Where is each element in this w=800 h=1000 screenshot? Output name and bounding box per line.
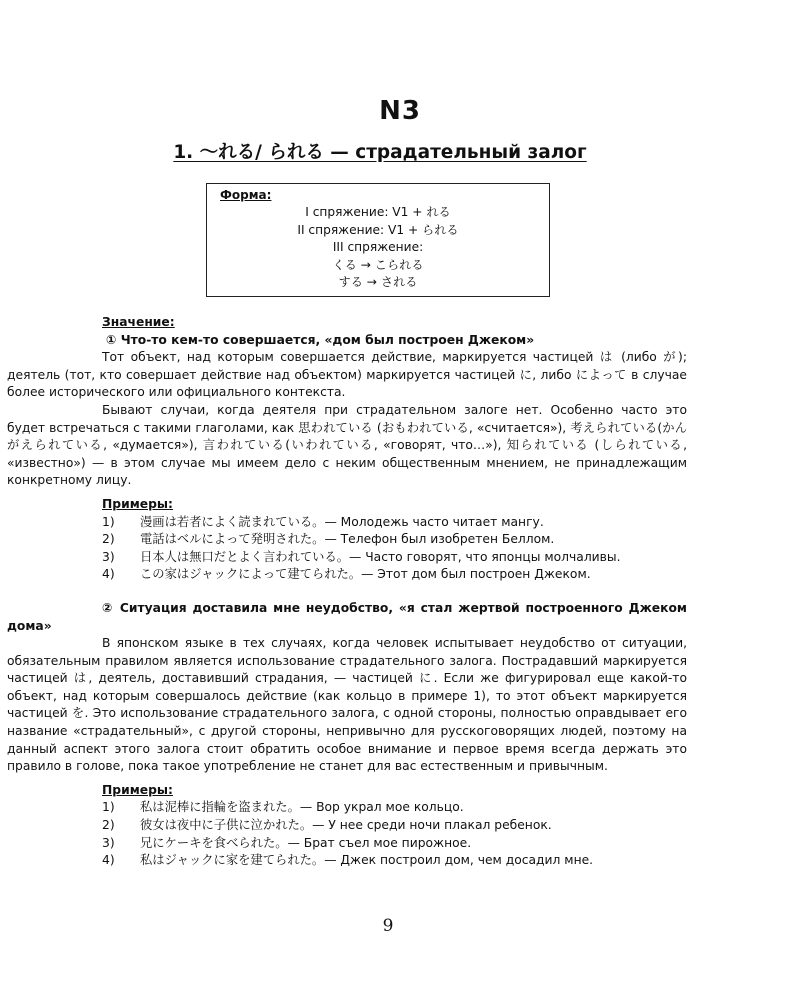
example-number: 3): [102, 549, 115, 564]
section2-paragraph: В японском языке в тех случаях, когда человек испытывает неудобство от ситуации, обязательным правилом является использование страдательного залога. Пострадавший маркируется частицей は, деятель, доставивший страдания, — частицей に. Если же фигурировал еще какой-то объект, над которым совершалось действие (как кольцо в примере 1), то этот объект маркируется частицей を. Это использование страдательного залога, с одной стороны, полностью оправдывает его название «страдательный», с другой стороны, непривычно для русскоговорящих людей, поэтому на данный аспект этого залога стоит обратить особое внимание и первое время всегда держать это правило в голове, пока такое употребление не станет для вас естественным и привычным.: [7, 636, 687, 774]
form-line: I спряжение: V1 + れる: [305, 205, 451, 219]
level-heading: N3: [379, 96, 421, 126]
example-number: 3): [102, 835, 115, 850]
form-line: II спряжение: V1 + られる: [297, 222, 459, 237]
section1-body: [7, 349, 687, 490]
example-text: 私はジャックに家を建てられた。— Джек построил дом, чем досадил мне.: [140, 853, 594, 868]
example-number: 4): [102, 853, 115, 868]
example-text: 電話はベルによって発明された。— Телефон был изобретен Беллом.: [140, 532, 555, 547]
example-text: 兄にケーキを食べられた。— Брат съел мое пирожное.: [140, 835, 472, 850]
lesson-title: 1. ～れる/ られる — страдательный залог: [173, 142, 587, 163]
example-number: 1): [102, 800, 115, 815]
section2-body: [7, 600, 687, 776]
example-number: 2): [102, 818, 115, 833]
section2-examples: [102, 799, 680, 869]
example-text: 私は泥棒に指輪を盗まれた。— Вор украл мое кольцо.: [140, 800, 464, 815]
example-text: 漫画は若者によく読まれている。— Молодежь часто читает мангу.: [140, 514, 544, 529]
example-text: 日本人は無口だとよく言われている。— Часто говорят, что японцы молчаливы.: [140, 549, 621, 564]
section1-examples: [102, 514, 680, 584]
example-row: [102, 852, 680, 870]
section1-heading: ① Что-то кем-то совершается, «дом был построен Джеком»: [106, 332, 535, 347]
section2-examples-label: Примеры:: [102, 782, 173, 797]
example-row: [102, 835, 680, 853]
example-text: 彼女は夜中に子供に泣かれた。— У нее среди ночи плакал ребенок.: [140, 818, 552, 833]
form-line: III спряжение:: [332, 240, 424, 255]
section1-paragraph: Бывают случаи, когда деятеля при страдательном залоге нет. Особенно часто это будет встречаться с такими глаголами, как 思われている (おもわれている, «считается»), 考えられている(かんがえられている, «думается»), 言われている(いわれている, «говорят, что…»), 知られている (しられている, «известно») — в этом случае мы имеем дело с неким общественным мнением, не принадлежащим конкретному лицу.: [7, 402, 687, 488]
example-row: [102, 799, 680, 817]
form-box: [206, 183, 550, 297]
form-lines: [207, 204, 549, 292]
example-number: 2): [102, 532, 115, 547]
example-row: [102, 514, 680, 532]
section1-examples-label: Примеры:: [102, 496, 173, 511]
example-number: 1): [102, 514, 115, 529]
example-number: 4): [102, 567, 115, 582]
example-row: [102, 531, 680, 549]
form-line: くる → こられる: [332, 257, 424, 272]
form-label: Форма:: [220, 188, 272, 202]
content: [7, 314, 687, 870]
example-row: [102, 817, 680, 835]
example-row: [102, 549, 680, 567]
meaning-label: Значение:: [102, 315, 175, 329]
page-number: 9: [382, 916, 394, 936]
section2-heading: ② Ситуация доставила мне неудобство, «я стал жертвой построенного Джеком дома»: [7, 600, 687, 633]
form-line: する → される: [338, 275, 418, 290]
example-text: この家はジャックによって建てられた。— Этот дом был построен Джеком.: [140, 567, 591, 582]
section1-paragraph: Тот объект, над которым совершается действие, маркируется частицей は (либо が); деятель (тот, кто совершает действие над объектом) маркируется частицей に, либо によって в случае более исторического или официального контекста.: [7, 350, 687, 400]
example-row: [102, 566, 680, 584]
